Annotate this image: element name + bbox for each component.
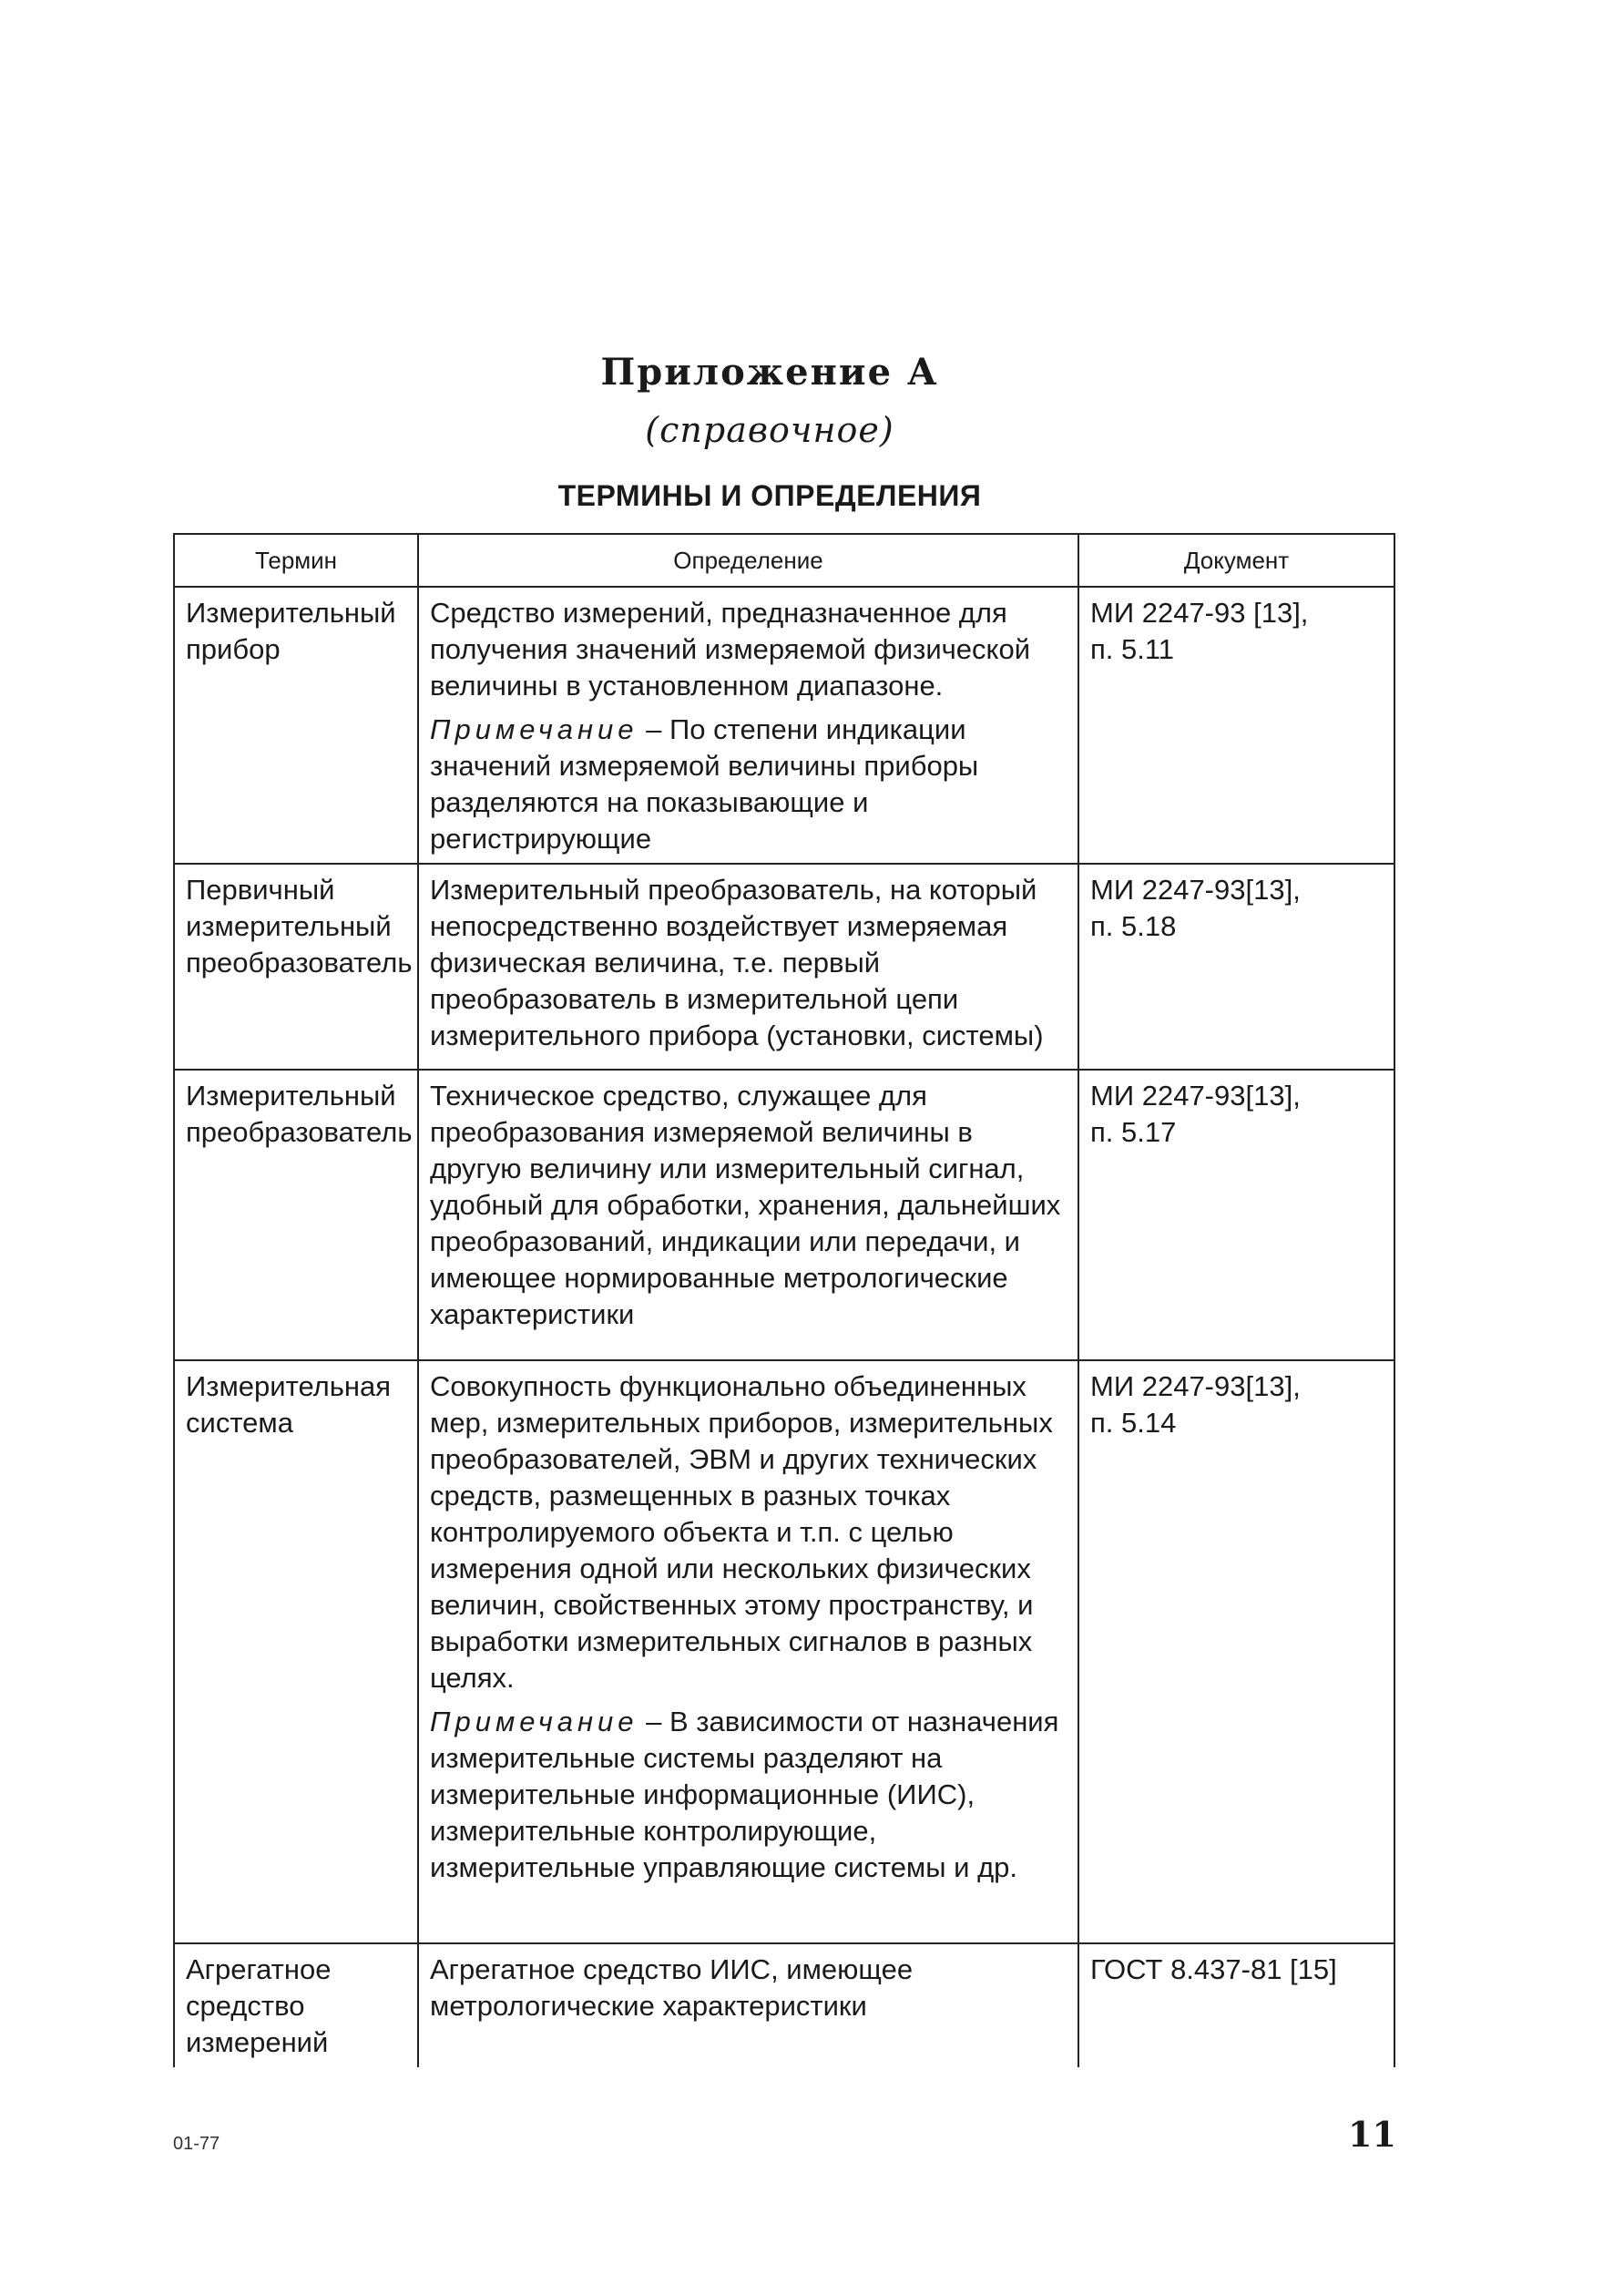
table-row	[174, 587, 1394, 864]
document-cell: МИ 2247-93 [13], п. 5.11	[1078, 587, 1394, 864]
footer-code: 01-77	[173, 2134, 220, 2154]
page-number: 11	[1348, 2114, 1396, 2155]
definition-cell	[418, 1360, 1078, 1943]
table-row	[174, 1360, 1394, 1943]
term-cell: Агрегатное средство измерений	[174, 1943, 418, 2067]
document-cell: МИ 2247-93[13], п. 5.18	[1078, 864, 1394, 1070]
term-cell: Измерительный прибор	[174, 587, 418, 864]
term-cell: Первичный измерительный преобразователь	[174, 864, 418, 1070]
definition-cell: Измерительный преобразователь, на который непосредственно воздействует измеряемая физическая величина, т.е. первый преобразователь в измерительной цепи измерительного прибора (установки, системы)	[418, 864, 1078, 1070]
table-row	[174, 1070, 1394, 1360]
definition-text: Средство измерений, предназначенное для получения значений измеряемой физической величины в установленном диапазоне.	[430, 597, 1031, 702]
note-label: Примечание	[430, 1706, 638, 1737]
document-cell: МИ 2247-93[13], п. 5.17	[1078, 1070, 1394, 1360]
column-header-definition: Определение	[418, 534, 1078, 587]
note-text: – По степени индикации значений измеряемой величины приборы разделяются на показывающие и регистрирующие	[430, 713, 979, 855]
definition-text: Совокупность функционально объединенных мер, измерительных приборов, измерительных преобразователей, ЭВМ и других технических средств, размещенных в разных точках контролируемого объекта и т.п. с целью измерения одной или нескольких физических величин, свойственных этому пространству, и выработки измерительных сигналов в разных целях.	[430, 1370, 1053, 1694]
column-header-document: Документ	[1078, 534, 1394, 587]
term-cell: Измерительная система	[174, 1360, 418, 1943]
table-header-row	[174, 534, 1394, 587]
table-row	[174, 1943, 1394, 2067]
terms-table	[173, 533, 1395, 2067]
definition-note	[430, 1704, 1068, 1886]
document-cell: ГОСТ 8.437-81 [15]	[1078, 1943, 1394, 2067]
term-cell: Измерительный преобразователь	[174, 1070, 418, 1360]
table-row	[174, 864, 1394, 1070]
definition-cell	[418, 587, 1078, 864]
appendix-subtitle: (справочное)	[645, 410, 894, 450]
section-heading: ТЕРМИНЫ И ОПРЕДЕЛЕНИЯ	[557, 479, 982, 512]
note-label: Примечание	[430, 713, 638, 745]
definition-cell: Агрегатное средство ИИС, имеющее метрологические характеристики	[418, 1943, 1078, 2067]
definition-cell: Техническое средство, служащее для преобразования измеряемой величины в другую величину или измерительный сигнал, удобный для обработки, хранения, дальнейших преобразований, индикации или передачи, и имеющее нормированные метрологические характеристики	[418, 1070, 1078, 1360]
note-text: – В зависимости от назначения измерительные системы разделяют на измерительные информационные (ИИС), измерительные контролирующие, измерительные управляющие системы и др.	[430, 1706, 1059, 1883]
definition-note	[430, 712, 1068, 857]
column-header-term: Термин	[174, 534, 418, 587]
document-cell: МИ 2247-93[13], п. 5.14	[1078, 1360, 1394, 1943]
appendix-title: Приложение А	[600, 351, 939, 394]
